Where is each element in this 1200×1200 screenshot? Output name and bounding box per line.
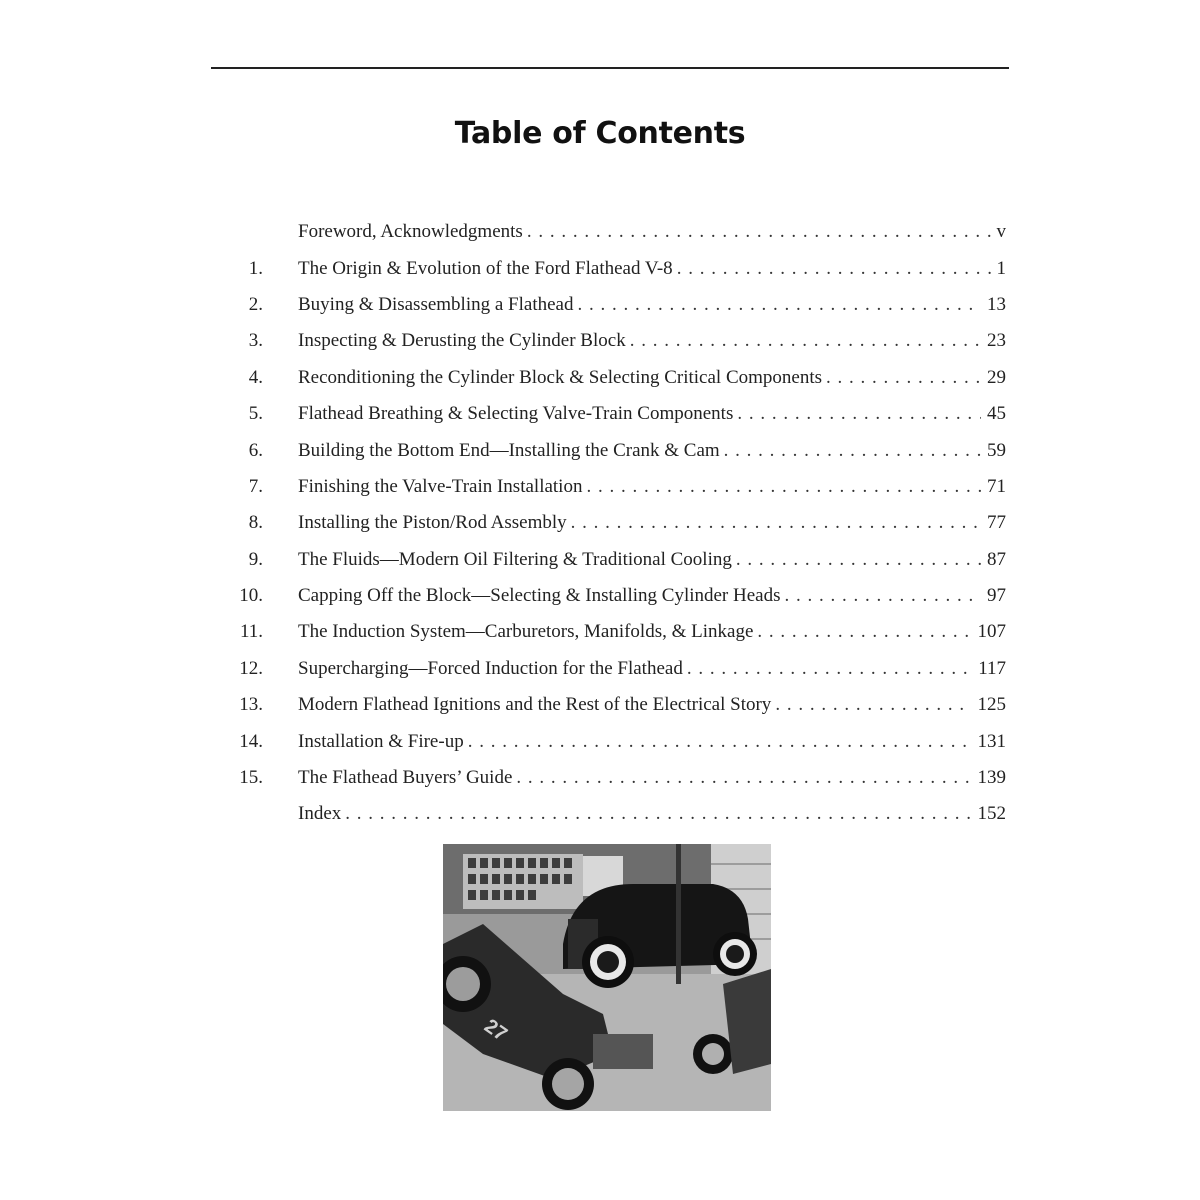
page-title: Table of Contents (454, 116, 746, 151)
toc-label: Modern Flathead Ignitions and the Rest of the Electrical Story (298, 694, 772, 716)
toc-number: 4. (248, 366, 263, 388)
toc-page: v (996, 221, 1006, 243)
toc-row[interactable] (228, 723, 1006, 759)
toc-row[interactable] (228, 250, 1006, 286)
toc-leader (757, 621, 971, 643)
toc-number: 3. (248, 330, 263, 352)
toc-leader (586, 476, 981, 498)
toc-leader (785, 585, 982, 607)
toc-page: 125 (977, 694, 1006, 716)
toc-page: 1 (996, 257, 1006, 279)
toc-label: Flathead Breathing & Selecting Valve-Train Components (298, 403, 734, 425)
toc-page: 97 (987, 585, 1006, 607)
toc-page: 87 (987, 548, 1006, 570)
toc-page: 139 (977, 767, 1006, 789)
toc-label: The Induction System—Carburetors, Manifolds, & Linkage (298, 621, 754, 643)
toc-number: 12. (239, 657, 263, 679)
toc-label: Reconditioning the Cylinder Block & Selecting Critical Components (298, 366, 823, 388)
toc-label: Index (298, 803, 342, 825)
toc-number: 1. (248, 257, 263, 279)
toc-list (228, 214, 1006, 833)
toc-leader (737, 403, 981, 425)
toc-row[interactable] (228, 760, 1006, 796)
toc-row[interactable] (228, 287, 1006, 323)
toc-label: Installation & Fire-up (298, 730, 464, 752)
toc-leader (630, 330, 981, 352)
toc-leader (345, 803, 971, 825)
toc-page: 59 (987, 439, 1006, 461)
toc-leader (775, 694, 971, 716)
toc-leader (577, 294, 981, 316)
toc-row[interactable] (228, 651, 1006, 687)
toc-label: Installing the Piston/Rod Assembly (298, 512, 567, 534)
toc-row[interactable] (228, 432, 1006, 468)
toc-leader (516, 767, 971, 789)
toc-row[interactable] (228, 687, 1006, 723)
toc-row[interactable] (228, 542, 1006, 578)
toc-leader (687, 658, 972, 680)
toc-number: 6. (248, 439, 263, 461)
toc-number: 2. (248, 293, 263, 315)
toc-label: The Origin & Evolution of the Ford Flathead V-8 (298, 257, 673, 279)
toc-number: 15. (239, 767, 263, 789)
toc-number: 7. (248, 475, 263, 497)
toc-row[interactable] (228, 578, 1006, 614)
garage-photo-illustration (443, 844, 771, 1111)
toc-number: 5. (248, 403, 263, 425)
toc-number: 11. (239, 621, 263, 643)
toc-number: 8. (248, 512, 263, 534)
toc-number: 14. (239, 730, 263, 752)
toc-page: 107 (977, 621, 1006, 643)
car-number: 27 (480, 1015, 511, 1046)
toc-label: Building the Bottom End—Installing the Crank & Cam (298, 439, 720, 461)
toc-row[interactable] (228, 360, 1006, 396)
toc-page: 71 (987, 475, 1006, 497)
toc-page: 45 (987, 403, 1006, 425)
toc-label: Capping Off the Block—Selecting & Installing Cylinder Heads (298, 585, 781, 607)
toc-label: The Flathead Buyers’ Guide (298, 767, 513, 789)
toc-leader (468, 731, 972, 753)
toc-page: 13 (987, 293, 1006, 315)
toc-row[interactable] (228, 505, 1006, 541)
toc-row[interactable] (228, 614, 1006, 650)
toc-leader (724, 440, 981, 462)
toc-page: 77 (987, 512, 1006, 534)
toc-page: 117 (978, 657, 1006, 679)
toc-label: Buying & Disassembling a Flathead (298, 293, 574, 315)
toc-label: Inspecting & Derusting the Cylinder Block (298, 330, 626, 352)
garage-photo (443, 844, 771, 1111)
toc-page: 152 (977, 803, 1006, 825)
toc-label: Supercharging—Forced Induction for the Flathead (298, 657, 683, 679)
toc-number: 10. (239, 585, 263, 607)
toc-leader (826, 367, 981, 389)
toc-number: 9. (248, 548, 263, 570)
toc-number: 13. (239, 694, 263, 716)
toc-row[interactable] (228, 796, 1006, 832)
toc-row[interactable] (228, 469, 1006, 505)
top-rule (211, 67, 1009, 69)
toc-page: 131 (977, 730, 1006, 752)
toc-leader (736, 549, 981, 571)
toc-label: Finishing the Valve-Train Installation (298, 475, 583, 497)
toc-leader (677, 258, 991, 280)
toc-row[interactable] (228, 396, 1006, 432)
toc-row[interactable] (228, 214, 1006, 250)
toc-label: The Fluids—Modern Oil Filtering & Traditional Cooling (298, 548, 732, 570)
toc-page: 23 (987, 330, 1006, 352)
toc-leader (571, 512, 981, 534)
toc-label: Foreword, Acknowledgments (298, 221, 523, 243)
toc-leader (527, 221, 991, 243)
toc-row[interactable] (228, 323, 1006, 359)
toc-page: 29 (987, 366, 1006, 388)
